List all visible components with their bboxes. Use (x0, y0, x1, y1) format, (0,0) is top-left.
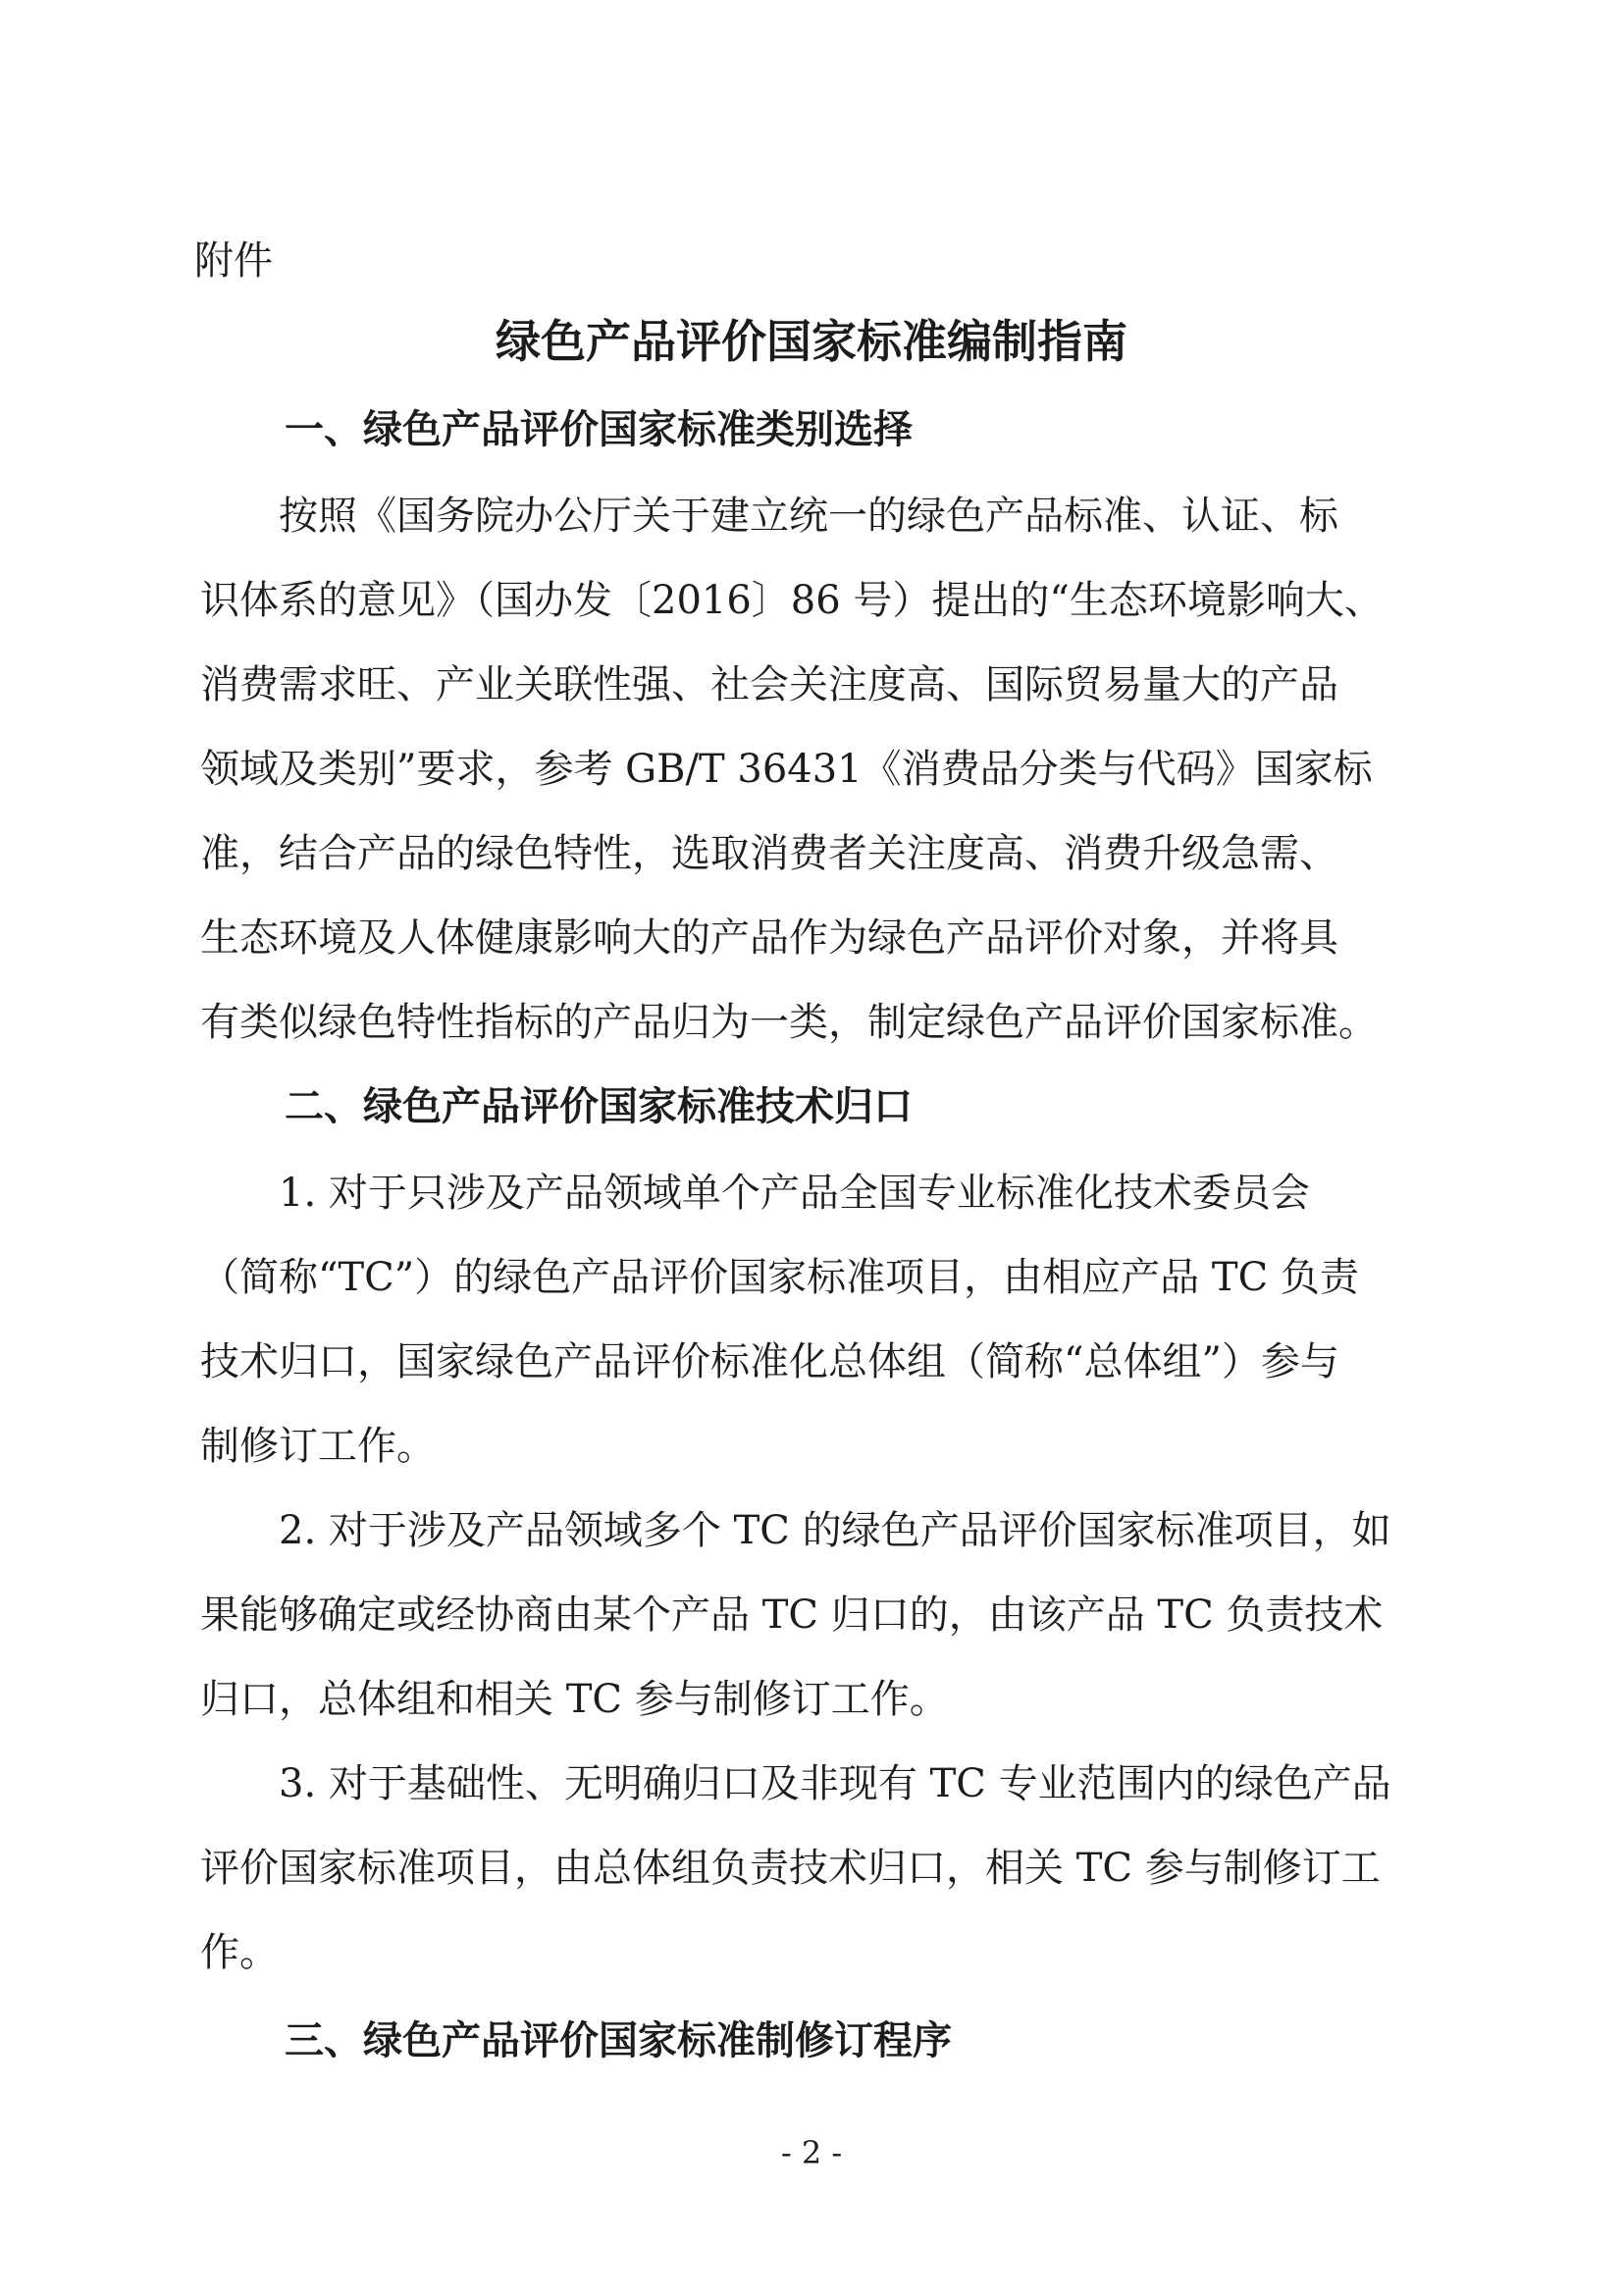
paragraph-line: 技术归口，国家绿色产品评价标准化总体组（简称“总体组”）参与 (200, 1339, 1339, 1384)
attachment-label: 附件 (194, 238, 273, 284)
paragraph-line: 消费需求旺、产业关联性强、社会关注度高、国际贸易量大的产品 (200, 662, 1338, 707)
paragraph-line: 果能够确定或经协商由某个产品 TC 归口的，由该产品 TC 负责技术 (200, 1592, 1384, 1638)
paragraph-line: 制修订工作。 (200, 1424, 436, 1469)
paragraph-line: 作。 (200, 1930, 279, 1975)
paragraph-line: 识体系的意见》（国办发〔2016〕86 号）提出的“生态环境影响大、 (200, 578, 1384, 623)
paragraph-line: 1. 对于只涉及产品领域单个产品全国专业标准化技术委员会 (279, 1171, 1310, 1216)
section-heading-3: 三、绿色产品评价国家标准制修订程序 (285, 2018, 952, 2063)
paragraph-line: 2. 对于涉及产品领域多个 TC 的绿色产品评价国家标准项目，如 (279, 1508, 1391, 1553)
section-heading-1: 一、绿色产品评价国家标准类别选择 (285, 407, 913, 452)
paragraph-line: 生态环境及人体健康影响大的产品作为绿色产品评价对象，并将具 (200, 915, 1338, 961)
section-heading-2: 二、绿色产品评价国家标准技术归口 (285, 1084, 913, 1129)
paragraph-line: 准，结合产品的绿色特性，选取消费者关注度高、消费升级急需、 (200, 831, 1338, 876)
paragraph-line: 有类似绿色特性指标的产品归为一类，制定绿色产品评价国家标准。 (200, 1000, 1378, 1045)
page-number: - 2 - (780, 2134, 843, 2171)
paragraph-line: 归口，总体组和相关 TC 参与制修订工作。 (200, 1677, 949, 1722)
document-title: 绿色产品评价国家标准编制指南 (496, 315, 1127, 368)
paragraph-line: 按照《国务院办公厅关于建立统一的绿色产品标准、认证、标 (279, 494, 1338, 539)
paragraph-line: 评价国家标准项目，由总体组负责技术归口，相关 TC 参与制修订工 (200, 1846, 1381, 1891)
paragraph-line: 领域及类别”要求，参考 GB/T 36431《消费品分类与代码》国家标 (200, 747, 1373, 792)
paragraph-line: （简称“TC”）的绿色产品评价国家标准项目，由相应产品 TC 负责 (200, 1255, 1359, 1300)
paragraph-line: 3. 对于基础性、无明确归口及非现有 TC 专业范围内的绿色产品 (279, 1761, 1391, 1806)
